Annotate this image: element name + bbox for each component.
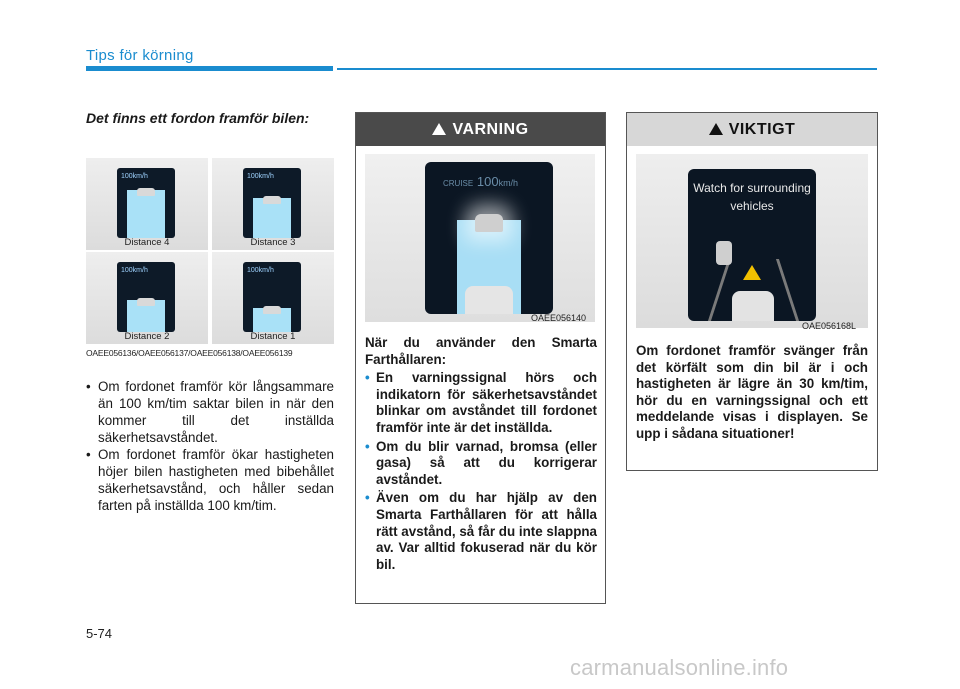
car-icon bbox=[263, 196, 281, 204]
warning-item: • Om du blir varnad, bromsa (eller gasa) så att du korrigerar avståndet. bbox=[365, 439, 597, 489]
header-rule-thick bbox=[86, 66, 333, 71]
distance-cell bbox=[212, 252, 334, 344]
speed-readout: 100km/h bbox=[247, 173, 274, 180]
distance-cell bbox=[86, 158, 208, 250]
section-heading: Det finns ett fordon framför bilen: bbox=[86, 110, 310, 126]
bullet-item: • Om fordonet framför kör långsammare än 100 km/tim saktar bilen in när den kommer till det inställda säkerhetsavståndet. bbox=[86, 378, 334, 446]
alert-triangle-icon bbox=[743, 265, 761, 280]
distance-label: Distance 4 bbox=[124, 237, 170, 248]
warning-box bbox=[355, 112, 606, 604]
car-icon bbox=[137, 298, 155, 306]
distance-label: Distance 1 bbox=[250, 331, 296, 342]
cluster-display bbox=[117, 262, 175, 332]
important-header bbox=[627, 113, 877, 146]
speed-readout: 100km/h bbox=[121, 267, 148, 274]
car-icon bbox=[263, 306, 281, 314]
distance-figure bbox=[86, 158, 334, 344]
car-icon bbox=[137, 188, 155, 196]
body-bullets bbox=[86, 378, 334, 514]
speed-readout: 100km/h bbox=[247, 267, 274, 274]
lane-line bbox=[708, 259, 731, 321]
warning-item: • En varningssignal hörs och indikatorn för säkerhetsavståndet blinkar om avståndet till fordonet framför inte är det inställda. bbox=[365, 370, 597, 436]
distance-lane bbox=[127, 190, 165, 238]
own-car-icon bbox=[465, 286, 513, 314]
distance-cell bbox=[86, 252, 208, 344]
header-rule-thin bbox=[337, 68, 877, 70]
important-illustration bbox=[636, 154, 868, 328]
important-title: VIKTIGT bbox=[728, 121, 796, 138]
warning-item: • Även om du har hjälp av den Smarta Farthållaren för att hålla rätt avstånd, så får du inte slappna av. Var alltid fokuserad när du kör bil. bbox=[365, 490, 597, 573]
cluster-display bbox=[425, 162, 553, 314]
cluster-display bbox=[688, 169, 816, 321]
speed-readout: 100km/h bbox=[121, 173, 148, 180]
cluster-display bbox=[117, 168, 175, 238]
caution-triangle-icon bbox=[709, 123, 723, 135]
speed-readout: CRUISE 100km/h bbox=[443, 174, 519, 189]
car-ahead-icon bbox=[716, 241, 732, 265]
important-text: Om fordonet framför svänger från det körfält som din bil är i och hastigheten är lägre än 30 km/tim, hör du en varningssignal och ett meddelande visas i displayen. Se upp i sådana situationer! bbox=[636, 343, 868, 441]
watermark: carmanualsonline.info bbox=[570, 655, 789, 680]
figure-code: OAEE056136/OAEE056137/OAEE056138/OAEE056139 bbox=[86, 348, 293, 358]
distance-label: Distance 3 bbox=[250, 237, 296, 248]
distance-cell bbox=[212, 158, 334, 250]
important-box bbox=[626, 112, 878, 471]
section-header-title: Tips för körning bbox=[86, 47, 194, 64]
warning-illustration bbox=[365, 154, 595, 322]
cluster-display bbox=[243, 168, 301, 238]
lane-line bbox=[776, 259, 799, 321]
distance-label: Distance 2 bbox=[124, 331, 170, 342]
car-ahead-icon bbox=[475, 214, 503, 232]
display-message: Watch for surrounding vehicles bbox=[693, 181, 811, 213]
warning-title: VARNING bbox=[452, 121, 529, 138]
warning-triangle-icon bbox=[432, 123, 446, 135]
bullet-item: • Om fordonet framför ökar hastigheten höjer bilen hastigheten med bibehållet säkerhetsavstånd, och håller sedan farten på inställda 100 km/tim. bbox=[86, 446, 334, 514]
cluster-display bbox=[243, 262, 301, 332]
own-car-icon bbox=[732, 291, 774, 321]
distance-lane bbox=[253, 198, 291, 238]
warning-list bbox=[365, 370, 597, 573]
warning-text bbox=[365, 335, 597, 573]
image-code: OAEE056140 bbox=[531, 313, 587, 323]
image-code: OAE056168L bbox=[802, 321, 857, 331]
warning-intro: När du använder den Smarta Farthållaren: bbox=[365, 335, 597, 367]
page-number: 5-74 bbox=[86, 626, 113, 641]
warning-header bbox=[356, 113, 605, 146]
